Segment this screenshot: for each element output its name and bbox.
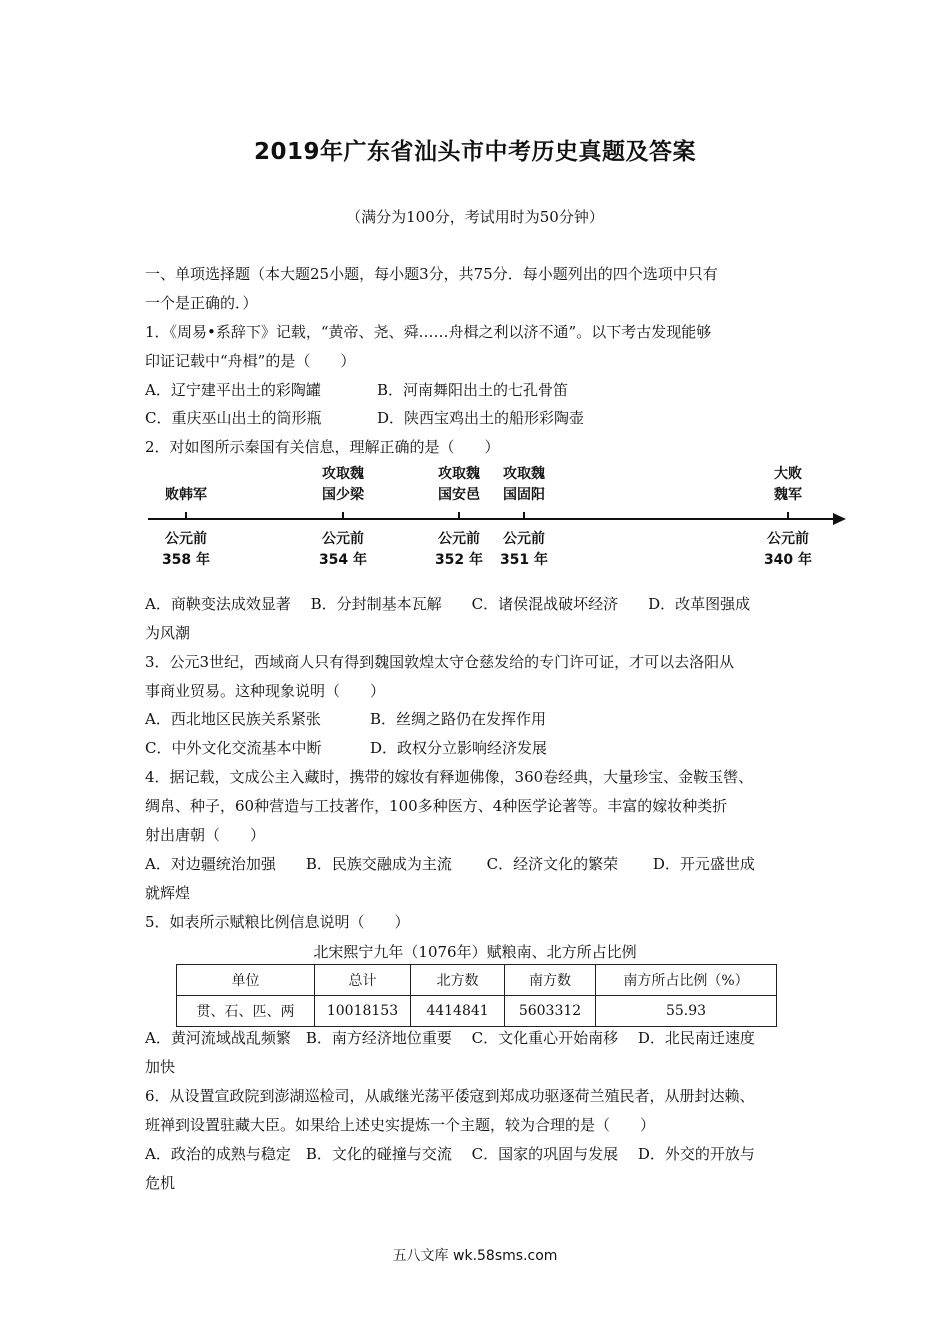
q6-options-cont: 危机: [145, 1174, 176, 1192]
q3-stem-cont: 事商业贸易。这种现象说明（ ）: [145, 682, 386, 700]
q4-options: A．对边疆统治加强 B．民族交融成为主流 C．经济文化的繁荣 D．开元盛世成: [145, 855, 755, 873]
q1-option-a: A．辽宁建平出土的彩陶罐: [145, 381, 321, 399]
timeline-event-352: 攻取魏 国安邑: [438, 466, 480, 503]
page-subtitle: （满分为100分，考试用时为50分钟）: [346, 208, 604, 226]
q5-table: [176, 964, 777, 1027]
q1-option-d: D．陕西宝鸡出土的船形彩陶壶: [377, 409, 585, 427]
q3-option-c: C．中外文化交流基本中断: [145, 739, 322, 757]
q2-options-cont: 为风潮: [145, 624, 191, 642]
timeline-date-351: 公元前 351 年: [499, 531, 549, 568]
section-header: 一、单项选择题（本大题25小题，每小题3分，共75分．每小题列出的四个选项中只有: [145, 265, 718, 283]
q3-option-d: D．政权分立影响经济发展: [370, 739, 548, 757]
table-header: 南方数: [505, 965, 596, 996]
q5-options-cont: 加快: [145, 1058, 176, 1076]
table-cell: 4414841: [411, 996, 505, 1027]
q6-options: A．政治的成熟与稳定 B．文化的碰撞与交流 C．国家的巩固与发展 D．外交的开放与: [145, 1145, 755, 1163]
table-cell: 5603312: [505, 996, 596, 1027]
timeline-event-340: 大败 魏军: [774, 466, 802, 503]
q2-stem: 2．对如图所示秦国有关信息，理解正确的是（ ）: [145, 438, 500, 456]
q6-stem-cont: 班禅到设置驻藏大臣。如果给上述史实提炼一个主题，较为合理的是（ ）: [145, 1116, 656, 1134]
section-header-cont: 一个是正确的．）: [145, 294, 258, 312]
table-cell: 贯、石、匹、两: [177, 996, 315, 1027]
q1-option-c: C．重庆巫山出土的筒形瓶: [145, 409, 322, 427]
timeline-date-358: 公元前 358 年: [161, 531, 211, 568]
table-header-row: [177, 965, 777, 996]
page-footer: 五八文库 wk.58sms.com: [392, 1248, 558, 1264]
timeline-date-340: 公元前 340 年: [763, 531, 813, 568]
timeline-event-351: 攻取魏 国固阳: [503, 466, 545, 503]
q1-stem: 1．《周易•系辞下》记载，“黄帝、尧、舜……舟楫之利以济不通”。以下考古发现能够: [145, 323, 712, 341]
table-header: 单位: [177, 965, 315, 996]
q4-options-cont: 就辉煌: [145, 884, 191, 902]
page-title: 2019年广东省汕头市中考历史真题及答案: [253, 139, 696, 165]
timeline-event-358: 败韩军: [165, 487, 207, 503]
table-cell: 10018153: [315, 996, 411, 1027]
table-header: 北方数: [411, 965, 505, 996]
q5-stem: 5．如表所示赋粮比例信息说明（ ）: [145, 913, 410, 931]
q5-options: A．黄河流域战乱频繁 B．南方经济地位重要 C．文化重心开始南移 D．北民南迁速度: [145, 1029, 755, 1047]
q3-option-a: A．西北地区民族关系紧张: [145, 710, 321, 728]
q5-table-caption: 北宋熙宁九年（1076年）赋粮南、北方所占比例: [313, 943, 637, 961]
table-header: 南方所占比例（%）: [596, 965, 777, 996]
q1-option-b: B．河南舞阳出土的七孔骨笛: [377, 381, 569, 399]
q4-stem-cont2: 射出唐朝（ ）: [145, 826, 266, 844]
q3-stem: 3．公元3世纪，西域商人只有得到魏国敦煌太守仓慈发给的专门许可证，才可以去洛阳从: [145, 653, 735, 671]
table-cell: 55.93: [596, 996, 777, 1027]
timeline-date-352: 公元前 352 年: [434, 531, 484, 568]
table-row: [177, 996, 777, 1027]
q3-option-b: B．丝绸之路仍在发挥作用: [370, 710, 547, 728]
timeline-event-354: 攻取魏 国少梁: [322, 466, 364, 503]
q2-options: A．商鞅变法成效显著 B．分封制基本瓦解 C．诸侯混战破坏经济 D．改革图强成: [145, 595, 751, 613]
table-header: 总计: [315, 965, 411, 996]
q1-stem-cont: 印证记载中“舟楫”的是（ ）: [145, 352, 356, 370]
q4-stem-cont: 绸帛、种子，60种营造与工技著作，100多种医方、4种医学论著等。丰富的嫁妆种类折: [145, 797, 728, 815]
timeline-date-354: 公元前 354 年: [318, 531, 368, 568]
q4-stem: 4．据记载，文成公主入藏时，携带的嫁妆有释迦佛像，360卷经典，大量珍宝、金鞍玉辔、: [145, 768, 754, 786]
q6-stem: 6．从设置宣政院到澎湖巡检司，从戚继光荡平倭寇到郑成功驱逐荷兰殖民者，从册封达赖、: [145, 1087, 755, 1105]
